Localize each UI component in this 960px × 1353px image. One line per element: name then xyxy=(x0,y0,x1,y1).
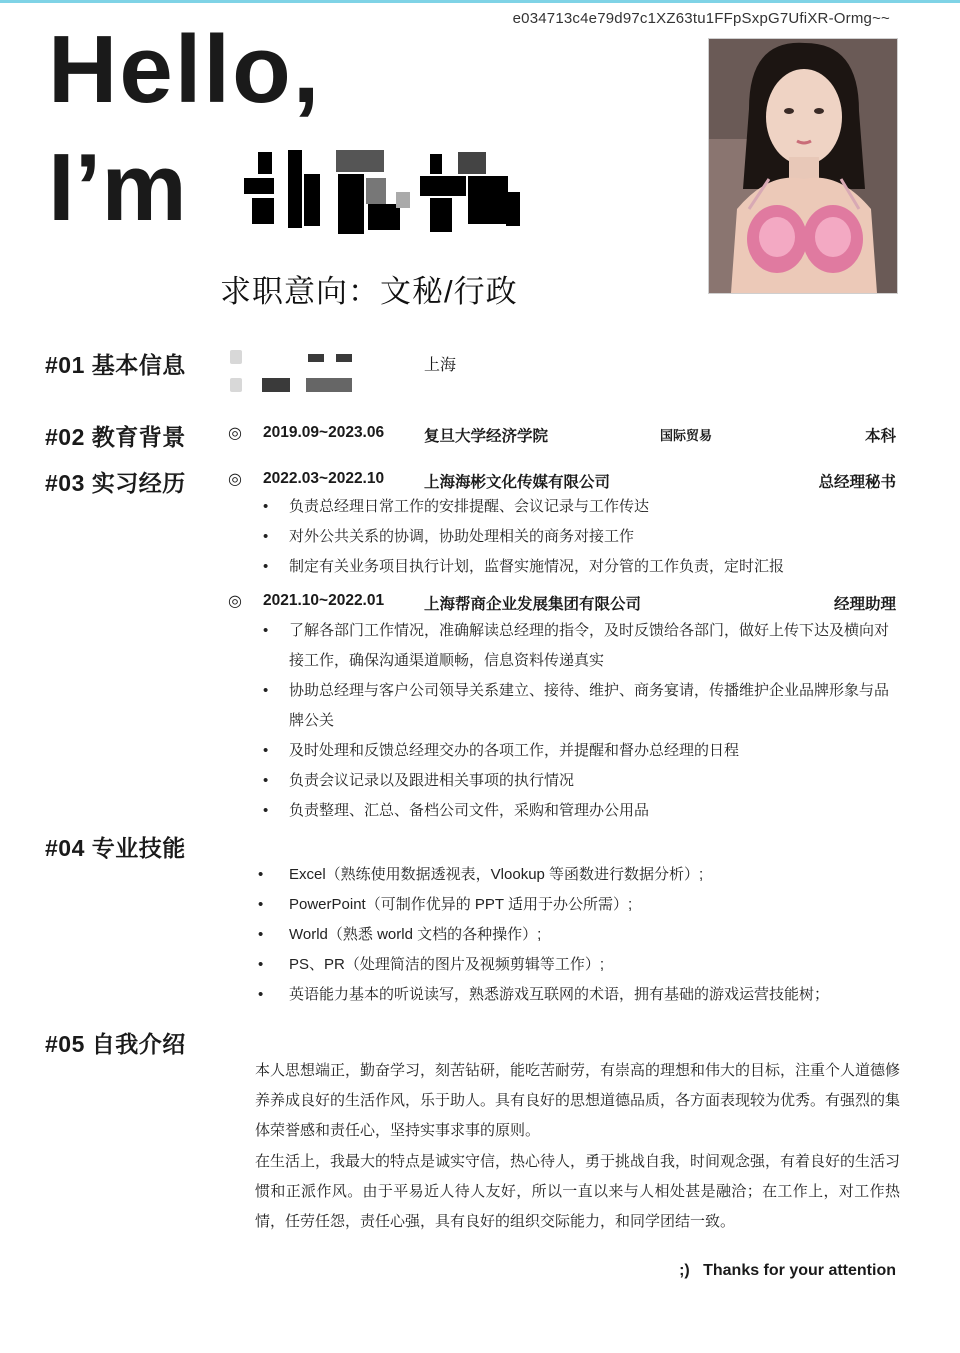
job-intention: 求职意向：文秘/行政 xyxy=(220,274,518,309)
top-accent-line xyxy=(0,0,960,3)
job-duties-list xyxy=(263,616,903,826)
list-item: • Excel（熟练使用数据透视表，Vlookup 等函数进行数据分析）; xyxy=(258,860,898,890)
self-intro-paragraph: 本人思想端正，勤奋学习，刻苦钻研，能吃苦耐劳，有崇高的理想和伟大的目标，注重个人道德修养养成良好的生活作风，乐于助人。具有良好的思想道德品质，各方面表现较为优秀。有强烈的集体荣誉感和责任心，坚持实事求事的原则。 xyxy=(255,1062,901,1140)
job-title: 经理助理 xyxy=(833,596,896,613)
redacted-info xyxy=(306,378,352,392)
job-duties-list xyxy=(263,492,903,582)
redacted-info xyxy=(262,378,290,392)
section-education-title: #02 教育背景 xyxy=(45,424,186,450)
education-school: 复旦大学经济学院 xyxy=(424,428,549,445)
self-intro-paragraph: 在生活上，我最大的特点是诚实守信，热心待人，勇于挑战自我，时间观念强，有着良好的生活习惯和正派作风。由于平易近人待人友好，所以一直以来与人相处甚是融洽；在工作上，对工作热情，任劳任怨，责任心强，具有良好的组织交际能力，和同学团结一致。 xyxy=(255,1152,901,1231)
list-item: • 英语能力基本的听说读写，熟悉游戏互联网的术语，拥有基础的游戏运营技能树； xyxy=(258,980,898,1010)
redacted-info xyxy=(230,350,242,364)
redacted-info xyxy=(308,354,324,362)
list-item: • World（熟悉 world 文档的各种操作）; xyxy=(258,920,898,950)
education-period: 2019.09~2023.06 xyxy=(263,424,385,441)
profile-photo-icon xyxy=(709,39,897,293)
list-item: • 协助总经理与客户公司领导关系建立、接待、维护、商务宴请，传播维护企业品牌形象与品牌公关 xyxy=(263,676,903,736)
city-text: 上海 xyxy=(424,357,457,374)
list-item: • 负责整理、汇总、备档公司文件，采购和管理办公用品 xyxy=(263,796,903,826)
list-item: • PowerPoint（可制作优异的 PPT 适用于办公所需）; xyxy=(258,890,898,920)
section-internship-title: #03 实习经历 xyxy=(45,470,186,496)
section-basic-info-title: #01 基本信息 xyxy=(45,352,186,378)
redacted-info xyxy=(230,378,242,392)
list-item: • PS、PR（处理简洁的图片及视频剪辑等工作）; xyxy=(258,950,898,980)
closing-line xyxy=(560,1262,896,1280)
job-period: 2022.03~2022.10 xyxy=(263,470,385,487)
skills-list xyxy=(258,860,898,1010)
circle-bullet-icon: ◎ xyxy=(228,471,242,488)
watermark-text: e034713c4e79d97c1XZ63tu1FFpSxpG7UfiXR-Ormg~~ xyxy=(512,10,890,27)
list-item: • 负责会议记录以及跟进相关事项的执行情况 xyxy=(263,766,903,796)
section-self-intro-title: #05 自我介绍 xyxy=(45,1031,186,1057)
circle-bullet-icon: ◎ xyxy=(228,593,242,610)
section-skills-title: #04 专业技能 xyxy=(45,835,186,861)
hello-heading: Hello, xyxy=(48,16,322,123)
list-item: • 对外公共关系的协调，协助处理相关的商务对接工作 xyxy=(263,522,903,552)
self-intro-text xyxy=(255,1056,900,1237)
education-degree: 本科 xyxy=(864,428,896,445)
im-heading: I’m xyxy=(48,134,187,241)
education-major: 国际贸易 xyxy=(660,428,713,443)
circle-bullet-icon: ◎ xyxy=(228,425,242,442)
list-item: • 负责总经理日常工作的安排提醒、会议记录与工作传达 xyxy=(263,492,903,522)
list-item: • 了解各部门工作情况，准确解读总经理的指令，及时反馈给各部门，做好上传下达及横向对接工作，确保沟通渠道顺畅，信息资料传递真实 xyxy=(263,616,903,676)
job-title: 总经理秘书 xyxy=(818,474,896,491)
thanks-text: Thanks for your attention xyxy=(703,1262,896,1279)
smiley-text: ;) xyxy=(679,1262,690,1279)
list-item: • 制定有关业务项目执行计划，监督实施情况，对分管的工作负责，定时汇报 xyxy=(263,552,903,582)
job-company: 上海海彬文化传媒有限公司 xyxy=(424,474,611,491)
redacted-info xyxy=(336,354,352,362)
job-company: 上海帮商企业发展集团有限公司 xyxy=(424,596,642,613)
profile-photo xyxy=(708,38,898,294)
redacted-name-mosaic xyxy=(244,148,526,234)
list-item: • 及时处理和反馈总经理交办的各项工作，并提醒和督办总经理的日程 xyxy=(263,736,903,766)
job-period: 2021.10~2022.01 xyxy=(263,592,385,609)
